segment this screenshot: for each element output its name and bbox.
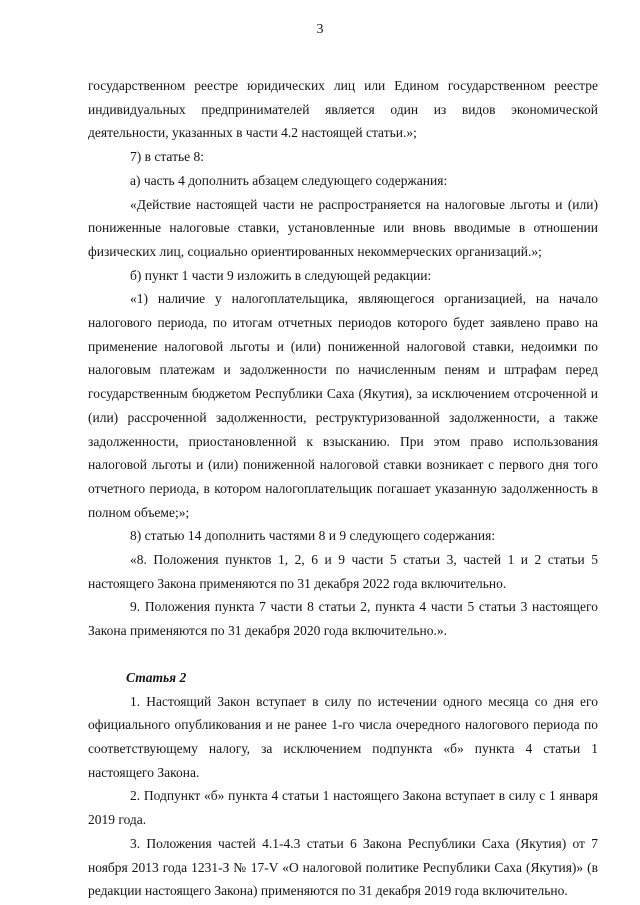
- article-2-paragraph: 2. Подпункт «б» пункта 4 статьи 1 настоящего Закона вступает в силу с 1 января 2019 года.: [88, 788, 598, 828]
- body-paragraph: «8. Положения пунктов 1, 2, 6 и 9 части 5 статьи 3, частей 1 и 2 статьи 5 настоящего Закона применяются по 31 декабря 2022 года включительно.: [88, 552, 598, 591]
- body-paragraph: б) пункт 1 части 9 изложить в следующей редакции:: [130, 267, 432, 283]
- page-number: 3: [316, 22, 324, 37]
- body-paragraph: «1) наличие у налогоплательщика, являющегося организацией, на начало налогового периода, по итогам отчетных периодов которого будет заявлено право на применение налоговой льготы и (или) пониженной налоговой ставки, недоимки по налоговым платежам и задолженности по начисленным пеням и штрафам перед государственным бюджетом Республики Саха (Якутия), за исключением отсроченной и (или) рассроченной задолженности, реструктуризованной задолженности, а также задолженности, приостановленной к взысканию. При этом право использования налоговой льготы и (или) пониженной налоговой ставки возникает с первого дня того отчетного периода, в котором налогоплательщик погашает указанную задолженность в полном объеме;»;: [88, 291, 598, 520]
- article-2-paragraph: 3. Положения частей 4.1-4.3 статьи 6 Закона Республики Саха (Якутия) от 7 ноября 2013 года 1231-З № 17-V «О налоговой политике Республики Саха (Якутия)» (в редакции настоящего Закона) применяются по 31 декабря 2019 года включительно.: [88, 835, 598, 899]
- body-paragraph: 7) в статье 8:: [130, 149, 204, 165]
- section-gap: [88, 643, 598, 666]
- article-2-paragraph: 1. Настоящий Закон вступает в силу по истечении одного месяца со дня его официального опубликования и не ранее 1-го числа очередного налогового периода по соответствующему налогу, за исключением подпункта «б» пункта 4 статьи 1 настоящего Закона.: [88, 693, 598, 780]
- body-paragraph: 9. Положения пункта 7 части 8 статьи 2, пункта 4 части 5 статьи 3 настоящего Закона применяются по 31 декабря 2020 года включительно.».: [88, 599, 598, 639]
- body-paragraph: а) часть 4 дополнить абзацем следующего содержания:: [130, 172, 448, 188]
- body-paragraph: 8) статью 14 дополнить частями 8 и 9 следующего содержания:: [130, 528, 496, 544]
- document-body: [88, 74, 598, 903]
- body-paragraph: «Действие настоящей части не распространяется на налоговые льготы и (или) пониженные налоговые ставки, установленные или вновь вводимые в отношении физических лиц, социально ориентированных некоммерческих организаций.»;: [88, 196, 598, 259]
- article-2-body: [88, 690, 598, 903]
- body-paragraph: государственном реестре юридических лиц или Едином государственном реестре индивидуальных предпринимателей является один из видов экономической деятельности, указанных в части 4.2 настоящей статьи.»;: [88, 78, 598, 141]
- article-1-continuation: [88, 74, 598, 643]
- article-title: Статья 2: [126, 669, 187, 685]
